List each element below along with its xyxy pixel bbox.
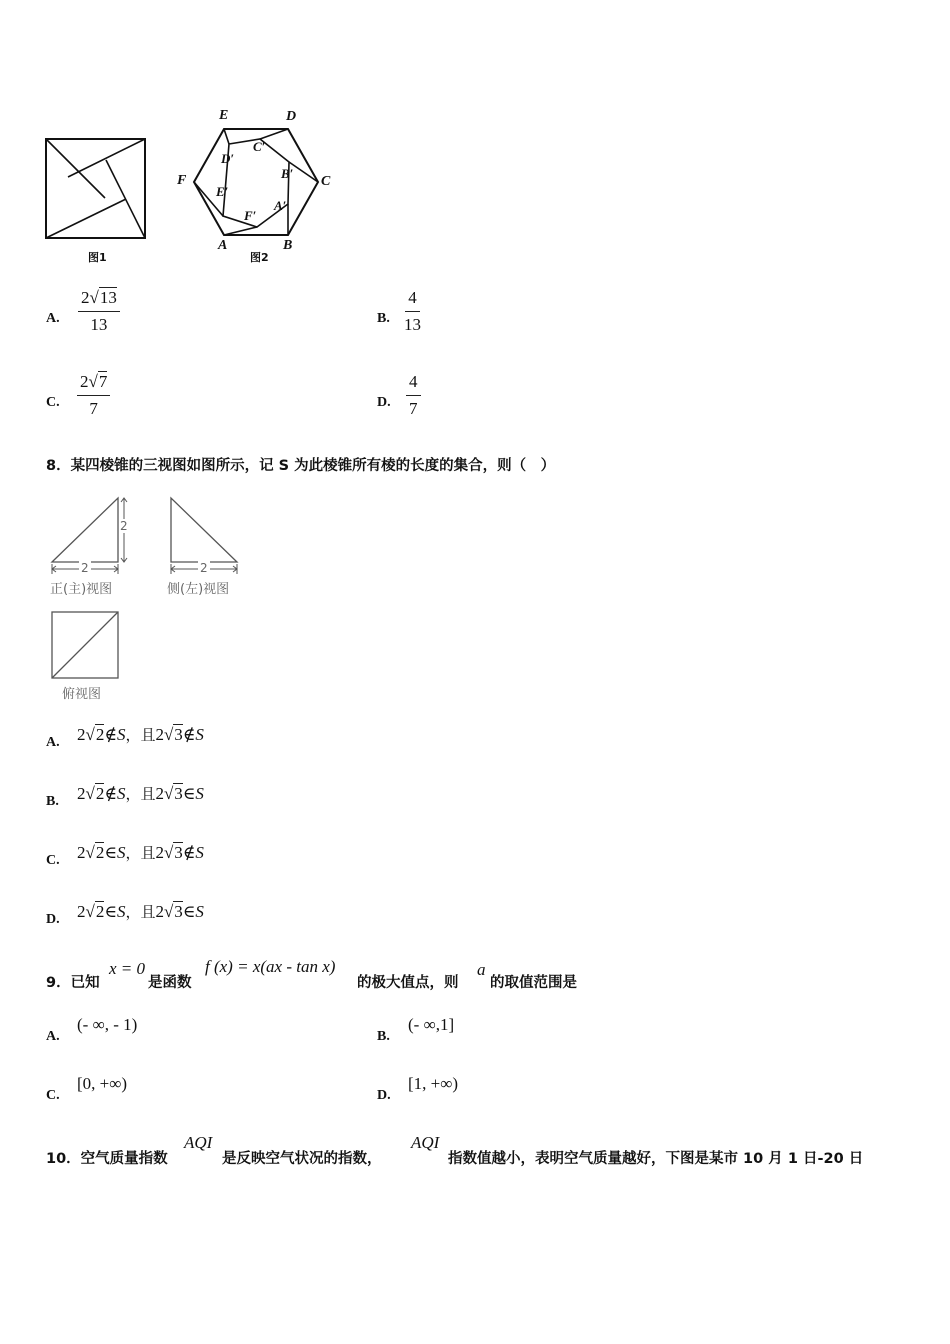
q9-option-a-value[interactable]: (- ∞, - 1)	[77, 1015, 138, 1034]
hex-label-C: C	[321, 174, 331, 189]
hex-label-F: F	[177, 173, 187, 188]
q9-option-c-label[interactable]: C.	[46, 1088, 60, 1103]
q7-option-d-label[interactable]: D.	[377, 395, 391, 410]
q9-option-d-label[interactable]: D.	[377, 1088, 391, 1103]
q7-option-a-label[interactable]: A.	[46, 311, 60, 326]
q10-stem-part3: 指数值越小，表明空气质量越好，下图是某市 10 月 1 日-20 日	[448, 1151, 864, 1167]
q8-option-d-label[interactable]: D.	[46, 912, 60, 927]
q8-front-caption: 正(主)视图	[50, 582, 113, 597]
q8-side-caption: 侧(左)视图	[167, 582, 230, 597]
hex-label-D: D	[286, 109, 297, 124]
q10-math-aqi-1: AQI	[184, 1133, 213, 1152]
hex-label-A-prime: A′	[274, 198, 287, 213]
hex-label-E: E	[219, 108, 229, 123]
q7-option-a-value[interactable]: $\frac{2√13}{13}$	[78, 287, 120, 336]
q7-option-c-value[interactable]: $\frac{2√7}{7}$	[77, 371, 110, 420]
q8-option-c-label[interactable]: C.	[46, 853, 60, 868]
q7-option-d-value[interactable]: $\frac{4}{7}$	[406, 371, 421, 420]
q8-stem: 8．某四棱锥的三视图如图所示，记 S 为此棱锥所有棱的长度的集合，则（ ）	[46, 458, 556, 474]
hex-label-B: B	[283, 238, 293, 253]
hex-label-E-prime: E′	[216, 184, 229, 199]
q9-option-b-label[interactable]: B.	[377, 1029, 390, 1044]
hex-label-D-prime: D′	[221, 151, 235, 166]
q9-stem-part2: 是函数	[148, 975, 192, 991]
q7-option-b-label[interactable]: B.	[377, 311, 390, 326]
q9-option-c-value[interactable]: [0, +∞)	[77, 1074, 128, 1093]
q8-top-view	[46, 606, 126, 681]
hex-label-B-prime: B′	[281, 166, 294, 181]
figure-1-caption: 图1	[88, 251, 107, 264]
q9-stem-part3: 的极大值点，则	[357, 975, 459, 991]
q7-option-b-value[interactable]: $\frac{4}{13}$	[404, 288, 421, 334]
q8-option-a-label[interactable]: A.	[46, 735, 60, 750]
hex-label-C-prime: C′	[253, 139, 266, 154]
q8-front-height-dim: 2	[120, 519, 128, 533]
q9-math-x0: x = 0	[109, 959, 146, 978]
figure-2-caption: 图2	[250, 251, 269, 264]
q8-front-view	[46, 492, 136, 577]
q9-stem-part1: 9．已知	[46, 975, 100, 991]
q9-math-a: a	[477, 960, 486, 979]
q9-stem-part4: 的取值范围是	[490, 975, 577, 991]
q8-option-a-value[interactable]: 2√2∉S，且2√3∉S	[77, 725, 204, 744]
q8-option-b-label[interactable]: B.	[46, 794, 59, 809]
q7-option-c-label[interactable]: C.	[46, 395, 60, 410]
hex-label-A: A	[218, 238, 228, 253]
q9-option-a-label[interactable]: A.	[46, 1029, 60, 1044]
figure-1-square	[40, 130, 155, 248]
q8-side-width-dim: 2	[200, 561, 208, 575]
q8-option-d-value[interactable]: 2√2∈S，且2√3∈S	[77, 902, 204, 921]
q8-option-c-value[interactable]: 2√2∈S，且2√3∉S	[77, 843, 204, 862]
q9-option-d-value[interactable]: [1, +∞)	[408, 1074, 459, 1093]
q8-top-caption: 俯视图	[62, 687, 102, 702]
q9-math-function: f (x) = x(ax - tan x)	[205, 957, 336, 976]
q10-math-aqi-2: AQI	[411, 1133, 440, 1152]
q10-stem-part1: 10．空气质量指数	[46, 1151, 168, 1167]
q8-option-b-value[interactable]: 2√2∉S，且2√3∈S	[77, 784, 204, 803]
q10-stem-part2: 是反映空气状况的指数，	[222, 1151, 382, 1167]
hex-label-F-prime: F′	[244, 208, 257, 223]
q8-front-width-dim: 2	[81, 561, 89, 575]
q9-option-b-value[interactable]: (- ∞,1]	[408, 1015, 455, 1034]
